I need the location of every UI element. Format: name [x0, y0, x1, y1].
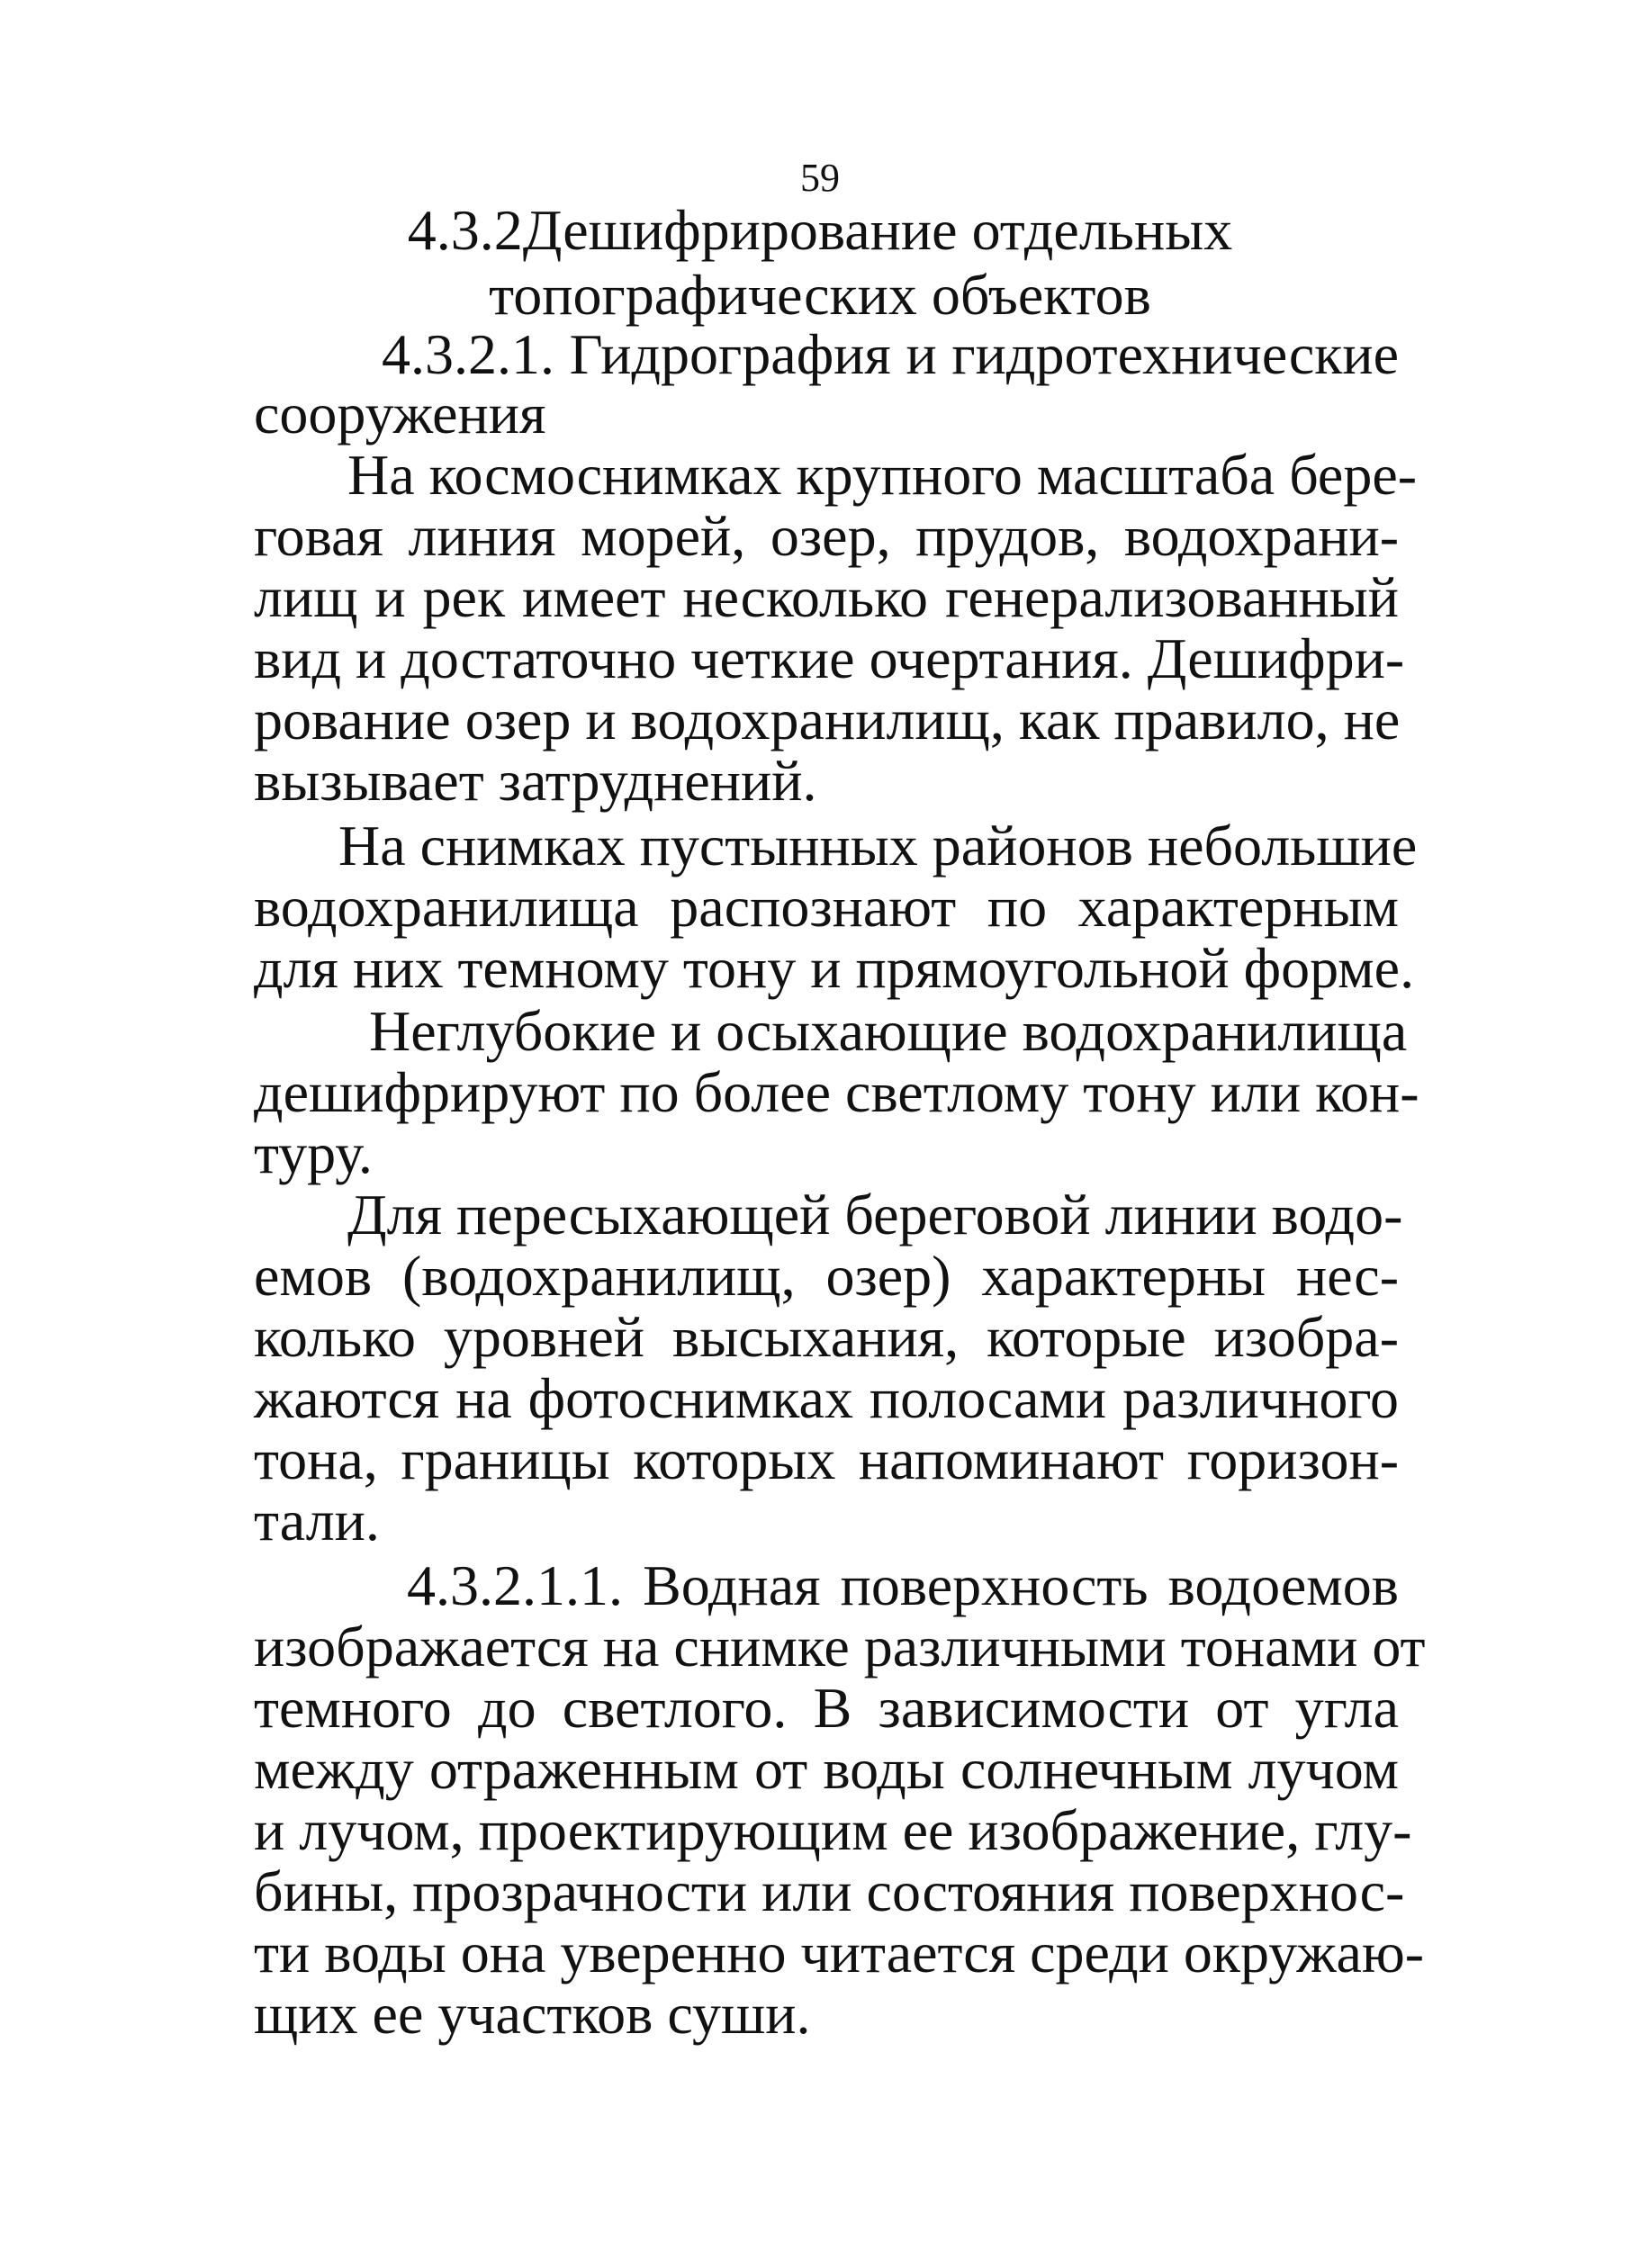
page-number: 59	[800, 156, 840, 200]
paragraph-1-line-6: вызывает затруднений.	[254, 749, 817, 813]
paragraph-5-line-2: изображается на снимке различными тонами от	[254, 1615, 1426, 1678]
paragraph-5-line-7: ти воды она уверенно читается среди окружаю-	[254, 1921, 1425, 1984]
section-heading-line-2: топографических объектов	[489, 263, 1151, 327]
paragraph-5-line-3: темного до светлого. В зависимости от угла	[254, 1676, 1399, 1740]
paragraph-1-line-4: вид и достаточно четкие очертания. Дешифри-	[254, 626, 1405, 690]
paragraph-4-line-6: тали.	[254, 1489, 380, 1552]
paragraph-3-line-1: Неглубокие и осыхающие водохранилища	[369, 999, 1408, 1063]
paragraph-2-line-3: для них темному тону и прямоугольной форме.	[254, 936, 1415, 1000]
paragraph-4-line-4: жаются на фотоснимках полосами различного	[254, 1366, 1399, 1430]
paragraph-1-line-2: говая линия морей, озер, прудов, водохрани-	[254, 504, 1399, 568]
paragraph-4-line-3: колько уровней высыхания, которые изобра-	[254, 1305, 1399, 1369]
paragraph-2-line-2: водохранилища распознают по характерным	[254, 875, 1399, 939]
paragraph-5-line-1: 4.3.2.1.1. Водная поверхность водоемов	[407, 1553, 1399, 1617]
paragraph-5-line-8: щих ее участков суши.	[254, 1982, 811, 2046]
subsection-heading-line-1: 4.3.2.1. Гидрография и гидротехнические	[382, 322, 1399, 386]
paragraph-5-line-6: бины, прозрачности или состояния поверхнос-	[254, 1859, 1405, 1923]
paragraph-2-line-1: На снимках пустынных районов небольшие	[338, 814, 1418, 878]
subsection-heading-line-2: сооружения	[254, 382, 546, 446]
paragraph-4-line-1: Для пересыхающей береговой линии водо-	[347, 1183, 1403, 1246]
paragraph-1-line-3: лищ и рек имеет несколько генерализованный	[254, 565, 1399, 629]
paragraph-3-line-2: дешифрируют по более светлому тону или кон-	[254, 1060, 1419, 1124]
paragraph-3-line-3: туру.	[254, 1121, 373, 1185]
section-heading-line-1: 4.3.2Дешифрирование отдельных	[407, 198, 1233, 262]
paragraph-4-line-2: емов (водохранилищ, озер) характерны нес-	[254, 1244, 1399, 1308]
paragraph-4-line-5: тона, границы которых напоминают горизон-	[254, 1427, 1399, 1491]
paragraph-5-line-4: между отраженным от воды солнечным лучом	[254, 1737, 1399, 1801]
paragraph-1-line-1: На космоснимках крупного масштаба бере-	[347, 443, 1418, 507]
paragraph-5-line-5: и лучом, проектирующим ее изображение, глу-	[254, 1798, 1412, 1862]
paragraph-1-line-5: рование озер и водохранилищ, как правило, не	[254, 688, 1401, 752]
